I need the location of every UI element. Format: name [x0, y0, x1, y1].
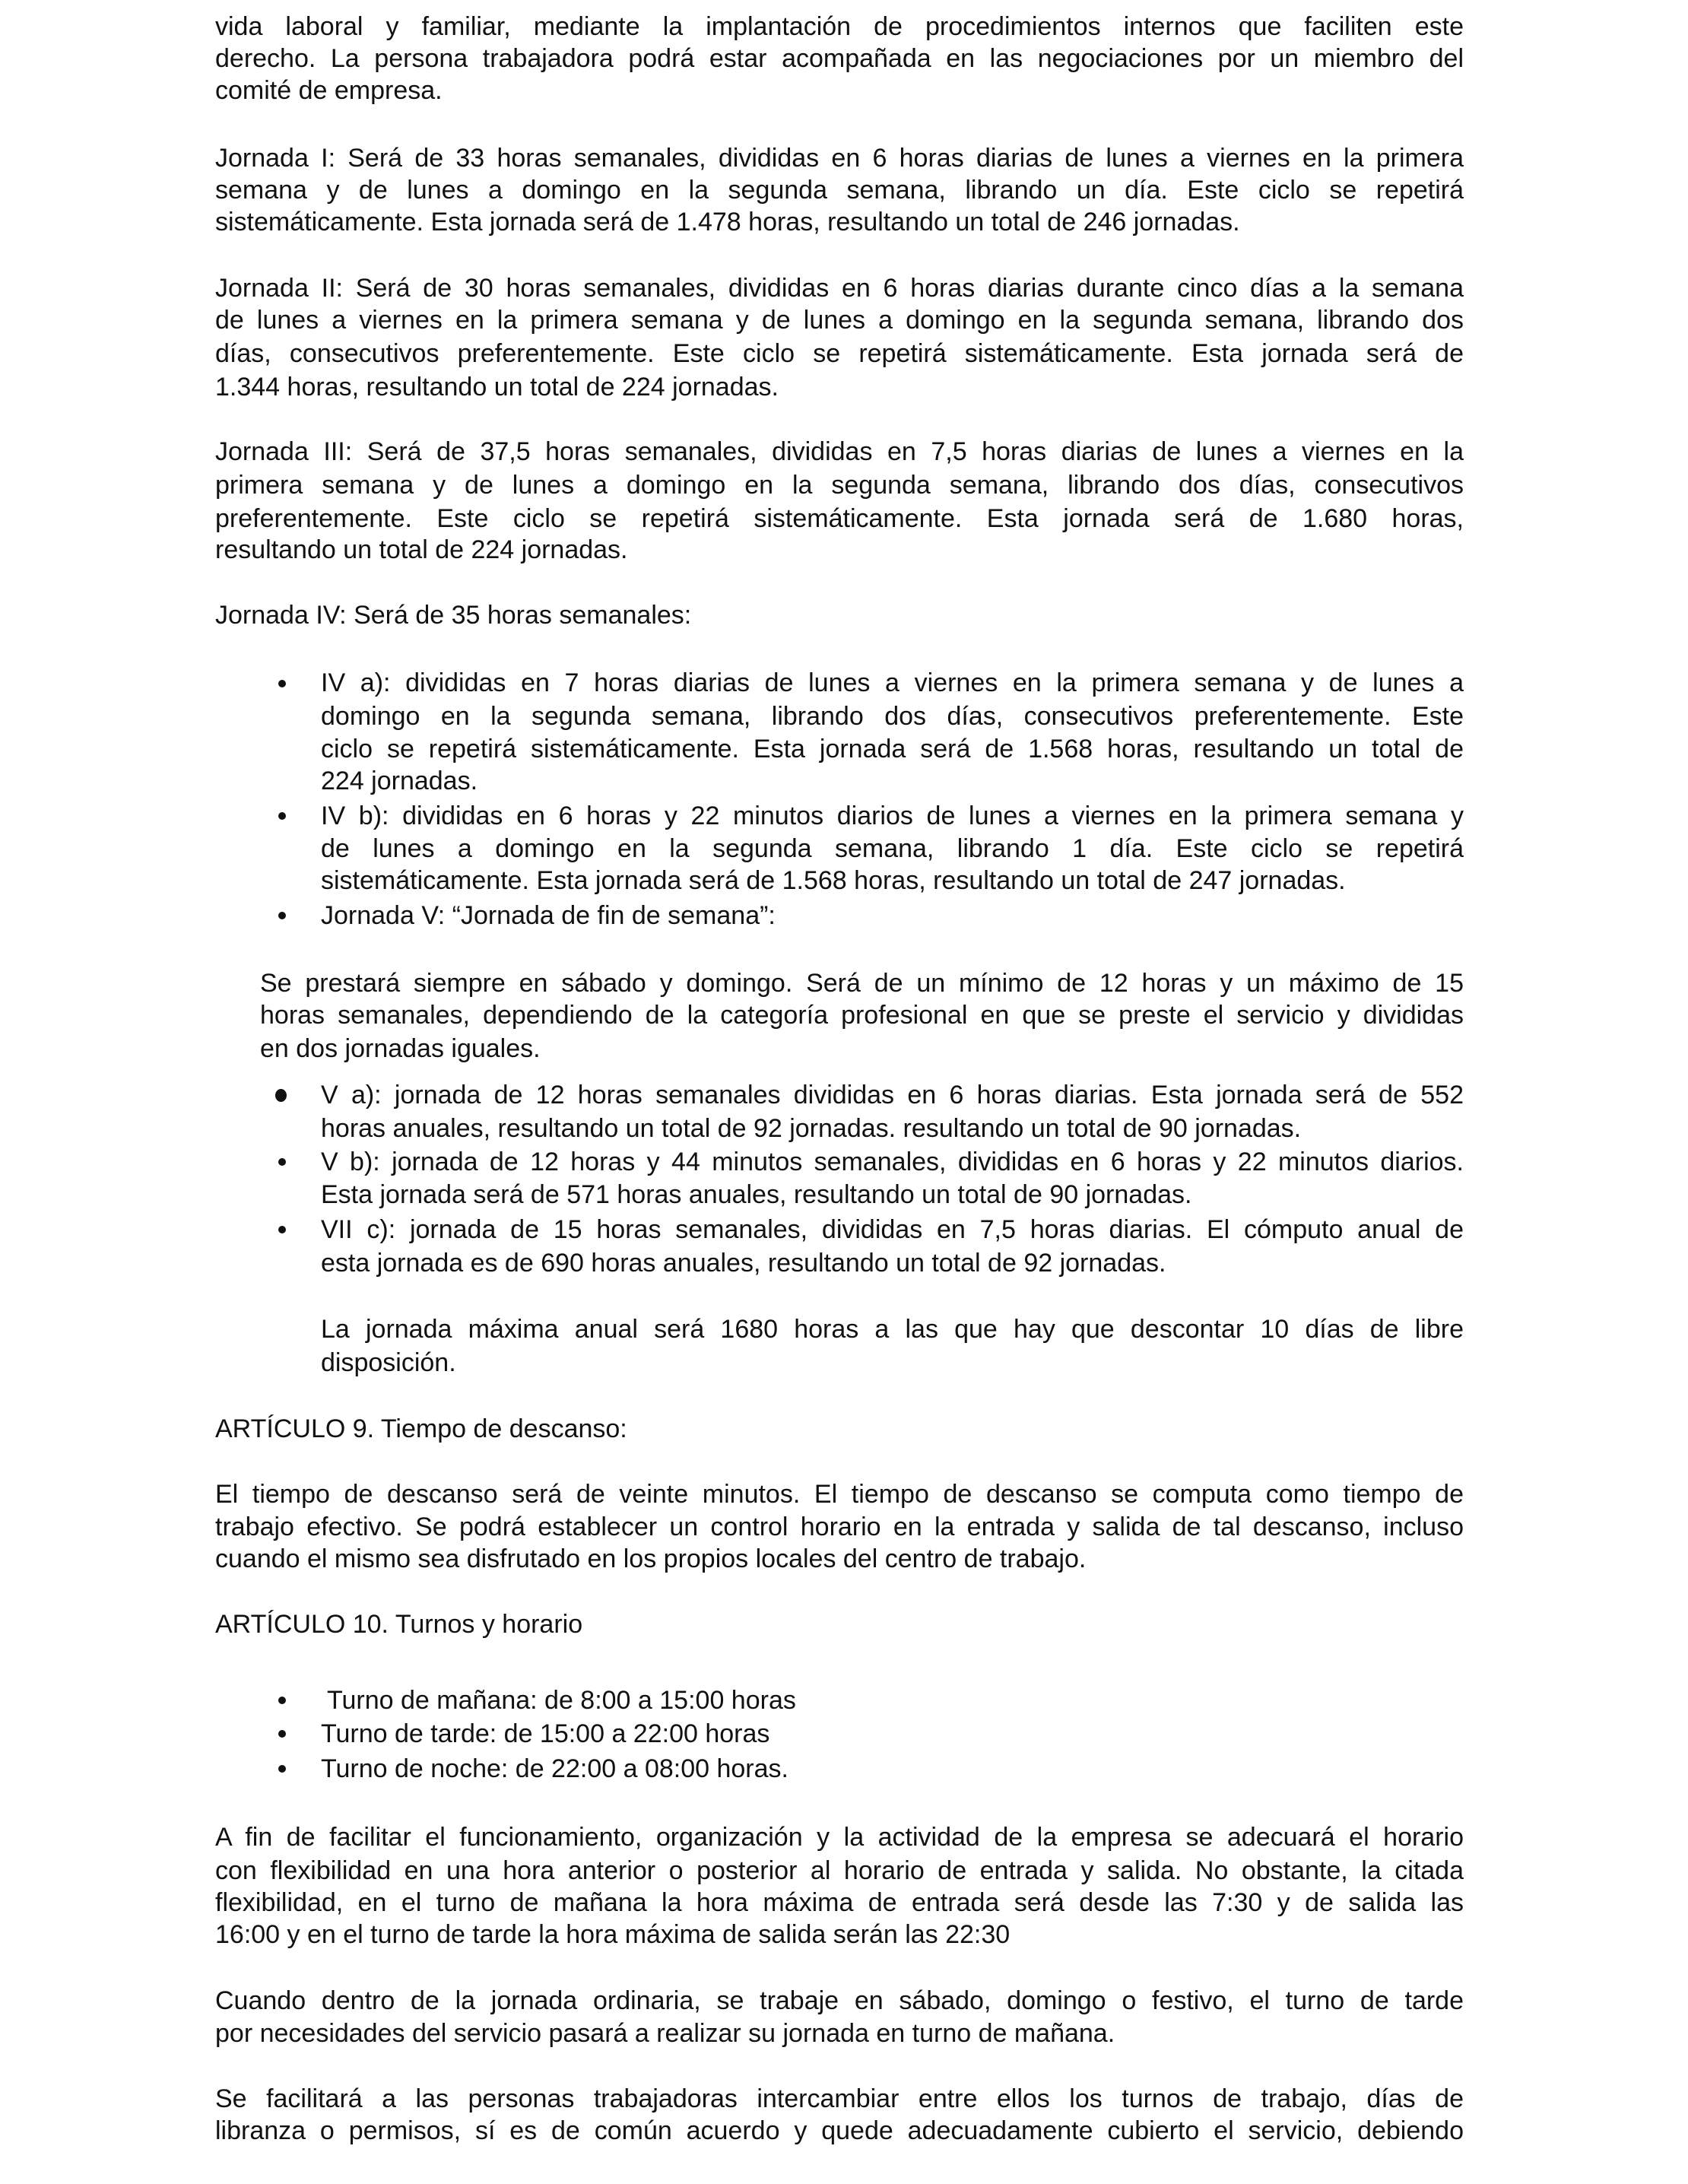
- paragraph-line: libranza o permisos, sí es de común acuerdo y quede adecuadamente cubierto el servicio, debiendo: [215, 2116, 1464, 2145]
- bullet-icon: [278, 680, 286, 687]
- jornada-5-line: horas semanales, dependiendo de la categoría profesional en que se preste el servicio y divididas: [260, 1001, 1464, 1030]
- bullet-icon: [278, 912, 286, 919]
- jornada-4a-line: ciclo se repetirá sistemáticamente. Esta jornada será de 1.568 horas, resultando un total de: [321, 735, 1464, 763]
- max-jornada-line: disposición.: [321, 1348, 456, 1377]
- bullet-icon: [278, 812, 286, 820]
- jornada-4b-line: de lunes a domingo en la segunda semana, librando 1 día. Este ciclo se repetirá: [321, 834, 1464, 863]
- jornada-4a-line: 224 jornadas.: [321, 767, 478, 795]
- bullet-icon: [278, 1730, 286, 1738]
- article-9-heading: ARTÍCULO 9. Tiempo de descanso:: [215, 1414, 627, 1443]
- bullet-icon: [275, 1089, 287, 1102]
- jornada-4-heading: Jornada IV: Será de 35 horas semanales:: [215, 601, 692, 630]
- jornada-1-line: Jornada I: Será de 33 horas semanales, divididas en 6 horas diarias de lunes a viernes en la primera: [215, 144, 1464, 173]
- paragraph-line: comité de empresa.: [215, 76, 443, 105]
- jornada-4a-line: IV a): divididas en 7 horas diarias de lunes a viernes en la primera semana y de lunes a: [321, 668, 1464, 697]
- max-jornada-line: La jornada máxima anual será 1680 horas a las que hay que descontar 10 días de libre: [321, 1315, 1464, 1344]
- jornada-5-line: Se prestará siempre en sábado y domingo. Será de un mínimo de 12 horas y un máximo de 15: [260, 969, 1464, 998]
- jornada-2-line: días, consecutivos preferentemente. Este ciclo se repetirá sistemáticamente. Esta jornada será de: [215, 339, 1464, 368]
- jornada-3-line: Jornada III: Será de 37,5 horas semanales, divididas en 7,5 horas diarias de lunes a viernes en la: [215, 437, 1464, 466]
- vii-c-line: VII c): jornada de 15 horas semanales, divididas en 7,5 horas diarias. El cómputo anual de: [321, 1215, 1464, 1244]
- jornada-5-heading: Jornada V: “Jornada de fin de semana”:: [321, 901, 776, 930]
- jornada-2-line: Jornada II: Será de 30 horas semanales, divididas en 6 horas diarias durante cinco días a la semana: [215, 274, 1464, 303]
- jornada-2-line: de lunes a viernes en la primera semana y de lunes a domingo en la segunda semana, librando dos: [215, 306, 1464, 335]
- jornada-3-line: preferentemente. Este ciclo se repetirá sistemáticamente. Esta jornada será de 1.680 horas,: [215, 504, 1464, 533]
- article-9-line: cuando el mismo sea disfrutado en los propios locales del centro de trabajo.: [215, 1544, 1087, 1573]
- jornada-1-line: semana y de lunes a domingo en la segunda semana, librando un día. Este ciclo se repetirá: [215, 176, 1464, 205]
- jornada-4a-line: domingo en la segunda semana, librando dos días, consecutivos preferentemente. Este: [321, 702, 1464, 731]
- paragraph-line: vida laboral y familiar, mediante la implantación de procedimientos internos que faciliten este: [215, 12, 1464, 41]
- paragraph-line: con flexibilidad en una hora anterior o posterior al horario de entrada y salida. No obstante, la citada: [215, 1856, 1464, 1885]
- bullet-icon: [278, 1765, 286, 1773]
- paragraph-line: por necesidades del servicio pasará a realizar su jornada en turno de mañana.: [215, 2019, 1115, 2048]
- paragraph-line: derecho. La persona trabajadora podrá estar acompañada en las negociaciones por un miembro del: [215, 44, 1464, 73]
- turno-item: Turno de noche: de 22:00 a 08:00 horas.: [321, 1754, 788, 1783]
- jornada-1-line: sistemáticamente. Esta jornada será de 1.478 horas, resultando un total de 246 jornadas.: [215, 208, 1240, 236]
- v-a-line: V a): jornada de 12 horas semanales divididas en 6 horas diarias. Esta jornada será de 552: [321, 1081, 1464, 1109]
- jornada-5-line: en dos jornadas iguales.: [260, 1034, 541, 1063]
- article-9-line: El tiempo de descanso será de veinte minutos. El tiempo de descanso se computa como tiempo de: [215, 1480, 1464, 1509]
- vii-c-line: esta jornada es de 690 horas anuales, resultando un total de 92 jornadas.: [321, 1249, 1166, 1278]
- jornada-3-line: resultando un total de 224 jornadas.: [215, 535, 628, 564]
- paragraph-line: flexibilidad, en el turno de mañana la hora máxima de entrada será desde las 7:30 y de salida las: [215, 1888, 1464, 1917]
- v-a-line: horas anuales, resultando un total de 92 jornadas. resultando un total de 90 jornadas.: [321, 1114, 1302, 1143]
- bullet-icon: [278, 1226, 286, 1233]
- paragraph-line: Cuando dentro de la jornada ordinaria, se trabaje en sábado, domingo o festivo, el turno de tarde: [215, 1986, 1464, 2015]
- turno-item: Turno de mañana: de 8:00 a 15:00 horas: [327, 1686, 796, 1715]
- v-b-line: Esta jornada será de 571 horas anuales, resultando un total de 90 jornadas.: [321, 1180, 1192, 1209]
- article-10-heading: ARTÍCULO 10. Turnos y horario: [215, 1610, 583, 1639]
- article-9-line: trabajo efectivo. Se podrá establecer un control horario en la entrada y salida de tal descanso, incluso: [215, 1513, 1464, 1541]
- turno-item: Turno de tarde: de 15:00 a 22:00 horas: [321, 1719, 770, 1748]
- jornada-3-line: primera semana y de lunes a domingo en la segunda semana, librando dos días, consecutivos: [215, 471, 1464, 500]
- paragraph-line: 16:00 y en el turno de tarde la hora máxima de salida serán las 22:30: [215, 1920, 1011, 1949]
- bullet-icon: [278, 1697, 286, 1704]
- jornada-2-line: 1.344 horas, resultando un total de 224 jornadas.: [215, 373, 779, 402]
- paragraph-line: Se facilitará a las personas trabajadoras intercambiar entre ellos los turnos de trabajo, días de: [215, 2084, 1464, 2113]
- paragraph-line: A fin de facilitar el funcionamiento, organización y la actividad de la empresa se adecuará el horario: [215, 1823, 1464, 1852]
- jornada-4b-line: sistemáticamente. Esta jornada será de 1.568 horas, resultando un total de 247 jornadas.: [321, 866, 1346, 895]
- bullet-icon: [278, 1158, 286, 1166]
- v-b-line: V b): jornada de 12 horas y 44 minutos semanales, divididas en 6 horas y 22 minutos diarios.: [321, 1148, 1464, 1176]
- jornada-4b-line: IV b): divididas en 6 horas y 22 minutos diarios de lunes a viernes en la primera semana y: [321, 802, 1464, 830]
